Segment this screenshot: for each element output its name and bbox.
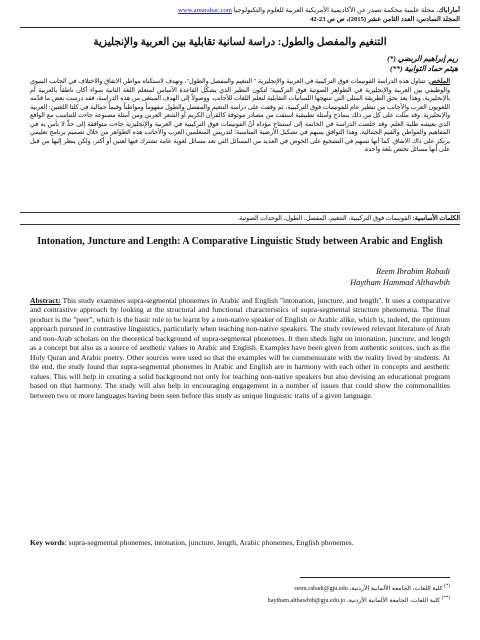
footnote-2-email[interactable]: haytham.althawbih@gju.edu.jo xyxy=(267,597,346,605)
journal-label: أماراباك xyxy=(438,7,460,14)
journal-description: ، مجلة علمية محكمة تصدر عن الأكاديمية الأمريكية العربية للعلوم والتكنولوجيا xyxy=(233,7,439,14)
journal-info-line xyxy=(20,6,460,15)
english-abstract-label: Abstract: xyxy=(30,296,61,305)
arabic-keywords-text: الفونيمات فوق التركيبية، التنغيم، المفصل، الطول، الوحدات الصوتية. xyxy=(237,215,413,222)
arabic-keywords-label: الكلمات الأساسية: xyxy=(412,215,460,222)
english-abstract xyxy=(30,296,450,534)
footnote-2-text: كلية اللغات، الجامعة الألمانية الأردنية، xyxy=(345,597,442,605)
footnote-divider xyxy=(300,577,450,578)
arabic-title: التنغيم والمفصل والطول: دراسة لسانية تقابلية بين العربية والإنجليزية xyxy=(93,37,387,48)
english-keywords-label: Key words xyxy=(30,538,65,547)
footnotes xyxy=(150,582,450,606)
journal-url-link[interactable]: www.amarabac.com xyxy=(178,7,232,14)
arabic-authors xyxy=(387,54,458,74)
footnote-1-email[interactable]: reem.rabadi@gju.edu xyxy=(294,585,348,593)
author-2-footnote-mark: (**) xyxy=(389,64,403,73)
footnote-1 xyxy=(150,582,450,594)
english-abstract-text: This study examines supra-segmental phonemes in Arabic and English "intonation, juncture, and length". It uses a comparative and contrastive approach by looking at the structural and functional characteristics of supra-segmental structure phenomena. The final product is the "peer", which is the basic rule to be learnt by a non-native speaker of English or Arabic alike, which is, indeed, the optimum approach pursued in contrastive linguistics, particularly when teaching non-native speakers. The study reviewed relevant literature of Arab and non-Arab scholars on the theoretical background of supra-segmental phonemes. It then sheds light on intonation, juncture, and length as a concept but also as a source of aesthetic values in Arabic and English. Examples have been given from authentic sources, such as the Holy Quran and Arabic poetry. Other sources were used so that the examples will be commensurate with the reality lived by students. At the end, the study found that supra-segmental phonemes in Arabic and English are in harmony with each other in concepts and aesthetic values. This will help in creating a solid background not only for teaching non-native speakers but also devising an educational program based on that harmony. The study will also help in encouraging engagement in a number of issues that could show the commonalities between two or more languages having been seen before this study as unique linguistic traits of a given language. xyxy=(30,296,450,400)
arabic-author-2: هيثم حماد الثوابية (**) xyxy=(389,64,458,73)
footnote-2 xyxy=(150,594,450,606)
english-keywords xyxy=(30,538,450,547)
english-title: Intonation, Juncture and Length: A Comparative Linguistic Study between Arabic and English xyxy=(37,236,443,247)
author-1-footnote-mark: (*) xyxy=(387,54,396,63)
header-divider xyxy=(20,27,460,28)
arabic-abstract-text: : تتناول هذه الدراسة الفونيمات فوق التركيبية في العربية والإنجليزية " التنغيم والمفصل والطول"، وتهدف لاستكناه مواطن الاتفاق والاختلاف في الجانب البنيوي والوظيفي بين العربية والإنجليزية في الظواهر الصوتية فوق التركيبية؛ لتكون النظير الذي يشكّل القاعدة الأساس لمتعلم اللغة الثانية سواء أكان ناطقاً بالعربية أم بالإنجليزية، وهذا يعد بحق الطريقة المثلى التي تنتهجها اللسانيات التقابلية لتعلم اللغات للأجانب. ووصولاً إلى الهدف المبتغى من هذه الدراسة، فقد درست بعض ما قدّمه اللغويون العرب والأجانب من تنظير عام للفونيمات فوق التركيبية، ثم وقفت على دراسة التنغيم والمفصل والطول مفهوماً ومواطناً وقيماً جمالية في كلتا اللغتين: العربية والإنجليزية. وقد مثّلت على كل من ذلك بنماذج وأمثلة تطبيقية استقت من مصادر موثوقة كالقرآن الكريم أو الشعر العربي ومن أمثلة مصنوعة جاءت للتناسب مع الواقع الذي يعيشه طلبة العلم. وقد خلصت الدراسة في الخاتمة إلى استنتاج مؤداه أنّ الفونيمات فوق التركيبية في العربية والإنجليزية جاءت متوافقة إلى حدٍّ لا بأس به في المفاهيم والمواطن والقيم الجمالية، وهذا التوافق يسهم في تشكيل الأرضية المناسبة؛ لتدريس المتعلمين العرب والأجانب هذه الظواهر من خلال تصميم برنامج تعليمي يرتكز على ذاك الاتفاق. كما أنها تسهم في التشجيع على الخوض في العديد من المسائل التي تعد مسائل لغوية عامة تشترك فيها لغتين أو أكثر، ولكن ينظر إليها من قبل على أنها مسائل تختص بلغة واحدة. xyxy=(30,78,450,154)
english-author-1: Reem Ibrahim Rabadi xyxy=(376,267,450,276)
arabic-abstract xyxy=(30,78,450,208)
arabic-abstract-label: الملخص xyxy=(428,78,450,85)
journal-header xyxy=(20,6,460,24)
arabic-author-1: ريم إبراهيم الربضي (*) xyxy=(387,54,458,63)
footnote-1-mark: (*) xyxy=(444,584,450,589)
english-authors xyxy=(350,266,450,288)
footnote-1-text: كلية اللغات، الجامعة الألمانية الأردنية، xyxy=(347,585,445,593)
footnote-2-mark: (**) xyxy=(441,596,450,602)
arabic-keywords xyxy=(20,212,460,225)
issue-info: المجلد السادس، العدد الثامن عشر (2015)، ص ص 23-42 xyxy=(310,16,460,23)
english-keywords-text: : supra-segmental phonemes, intonation, juncture, length, Arabic phonemes, English phonemes. xyxy=(64,538,354,547)
english-author-2: Haytham Hammad Althawbih xyxy=(350,278,450,287)
